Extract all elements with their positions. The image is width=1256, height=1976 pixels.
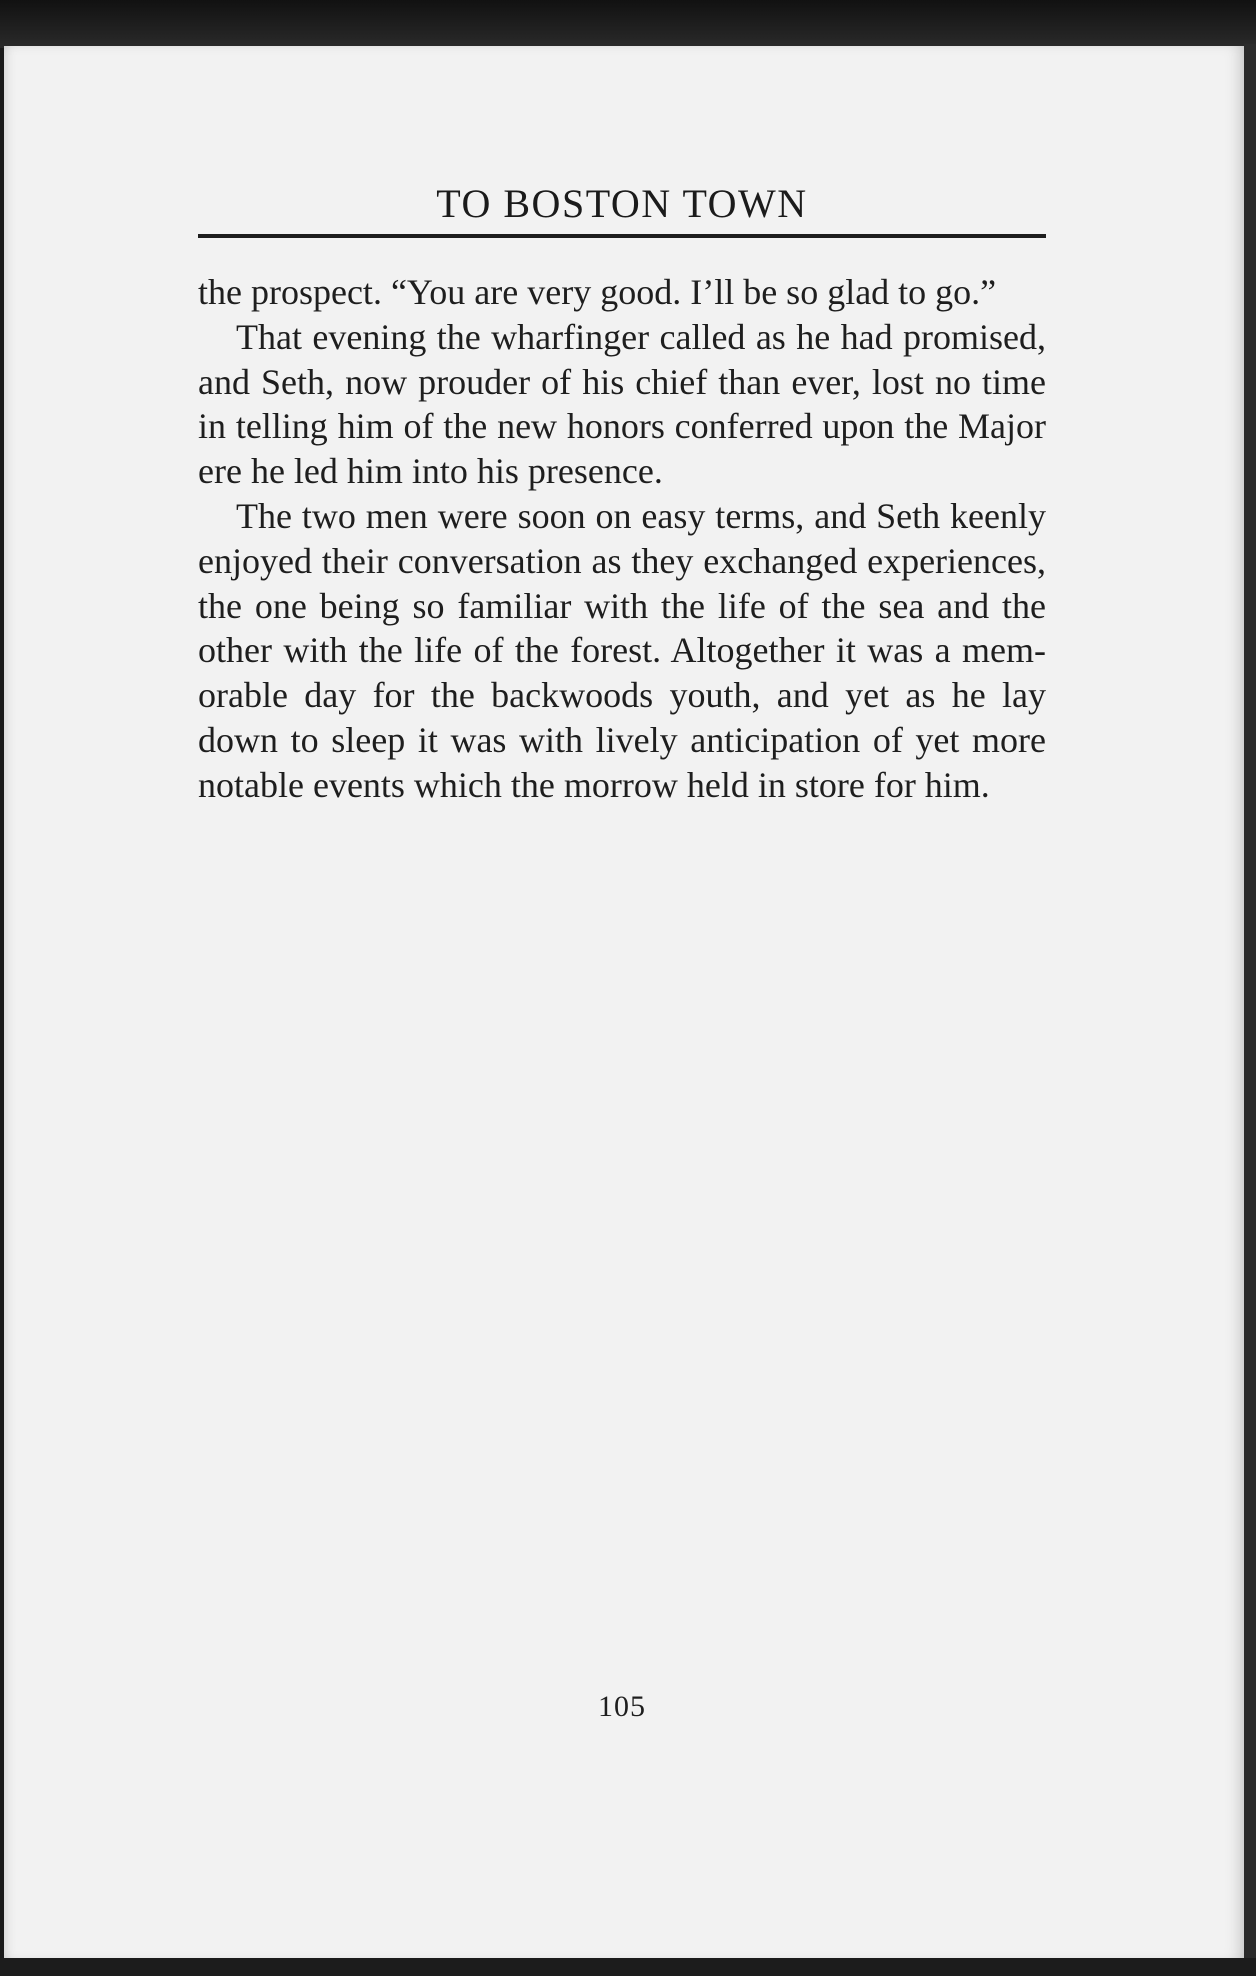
body-text bbox=[198, 270, 1046, 808]
running-head: TO BOSTON TOWN bbox=[436, 181, 808, 226]
scan-top-border bbox=[0, 0, 1256, 48]
paragraph-continued: the prospect. “You are very good. I’ll be so glad to go.” bbox=[198, 272, 997, 312]
scan-bottom-border bbox=[0, 1958, 1256, 1976]
page-number: 105 bbox=[598, 1690, 646, 1723]
scan-right-border bbox=[1244, 44, 1256, 1960]
paragraph-conversation: The two men were soon on easy terms, and Seth keenly enjoyed their conversation as they exchanged experiences, the one being so familiar with the life of the sea and the other with the life of the forest. Altogether it was a memorable day for the backwoods youth, and yet as he lay down to sleep it was with lively anticipation of yet more notable events which the morrow held in store for him. bbox=[198, 495, 1046, 805]
header-rule bbox=[198, 234, 1046, 238]
paragraph-wharfinger: That evening the wharfinger called as he had promised, and Seth, now prouder of his chief than ever, lost no time in telling him of the new honors conferred upon the Major ere he led him into his presence. bbox=[198, 316, 1046, 492]
